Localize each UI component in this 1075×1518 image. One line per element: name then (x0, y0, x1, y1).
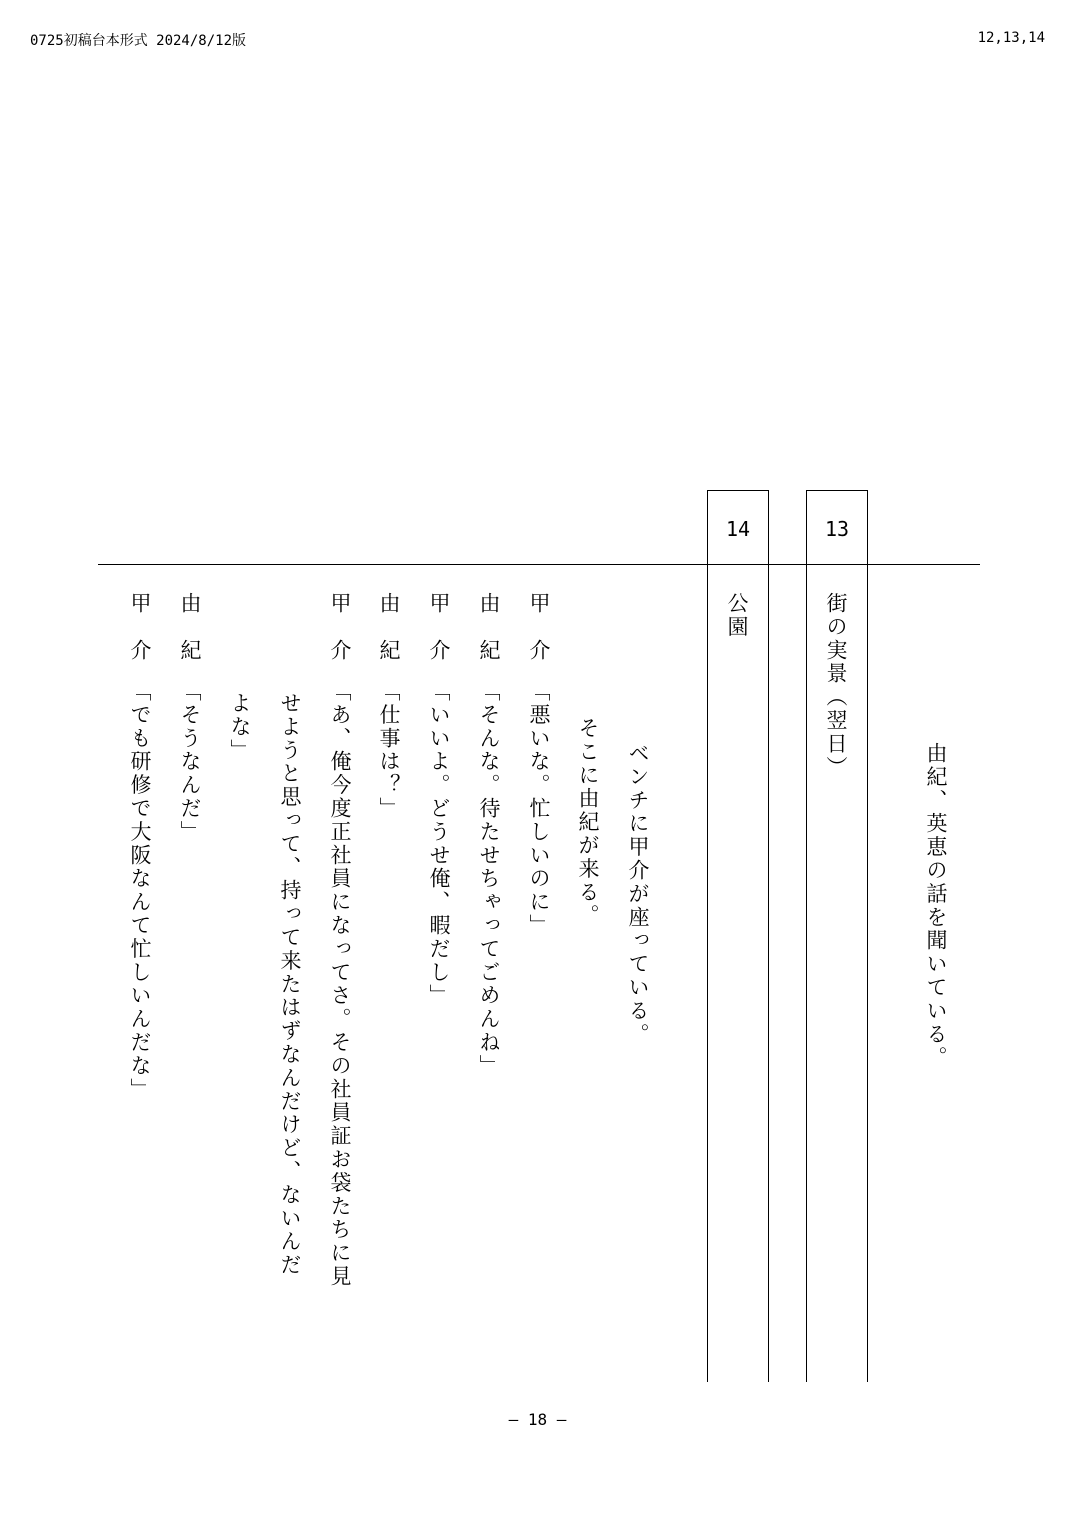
speaker-name: 甲 介 (427, 592, 451, 663)
speaker-name: 由 紀 (477, 592, 501, 663)
action-yuki-arrives: そこに由紀が来る。 (576, 717, 600, 928)
dialogue-line: 「仕事は？」 (377, 680, 401, 821)
speaker-name: 由 紀 (377, 592, 401, 663)
dialogue-line: 「でも研修で大阪なんて忙しいんだな」 (128, 680, 152, 1102)
action-yuki-listening: 由紀、英恵の話を聞いている。 (924, 742, 948, 1070)
dialogue-line: 「そうなんだ」 (178, 680, 202, 844)
scene-range-label: 12,13,14 (977, 30, 1045, 46)
scene-14-location: 公園 (725, 592, 749, 639)
scene-13-location: 街の実景（翌日） (824, 592, 848, 780)
dialogue-line-continuation: よな」 (228, 692, 252, 763)
dialogue-line: 「いいよ。どうせ俺、暇だし」 (427, 680, 451, 1008)
dialogue-line-continuation: せようと思って、持って来たはずなんだけど、ないんだ (278, 692, 302, 1277)
dialogue-line: 「悪いな。忙しいのに」 (527, 680, 551, 938)
speaker-name: 甲 介 (328, 592, 352, 663)
header-divider-line (98, 564, 980, 565)
scene-14-number: 14 (725, 517, 751, 541)
scene-13-number: 13 (824, 517, 850, 541)
page-number: — 18 — (508, 1410, 567, 1429)
speaker-name: 甲 介 (128, 592, 152, 663)
speaker-name: 甲 介 (527, 592, 551, 663)
document-header-title: 0725初稿台本形式 2024/8/12版 (30, 33, 247, 49)
dialogue-line: 「そんな。待たせちゃってごめんね」 (477, 680, 501, 1078)
action-bench: ベンチに甲介が座っている。 (626, 742, 650, 1047)
speaker-name: 由 紀 (178, 592, 202, 663)
dialogue-line: 「あ、俺今度正社員になってさ。その社員証お袋たちに見 (328, 680, 352, 1289)
